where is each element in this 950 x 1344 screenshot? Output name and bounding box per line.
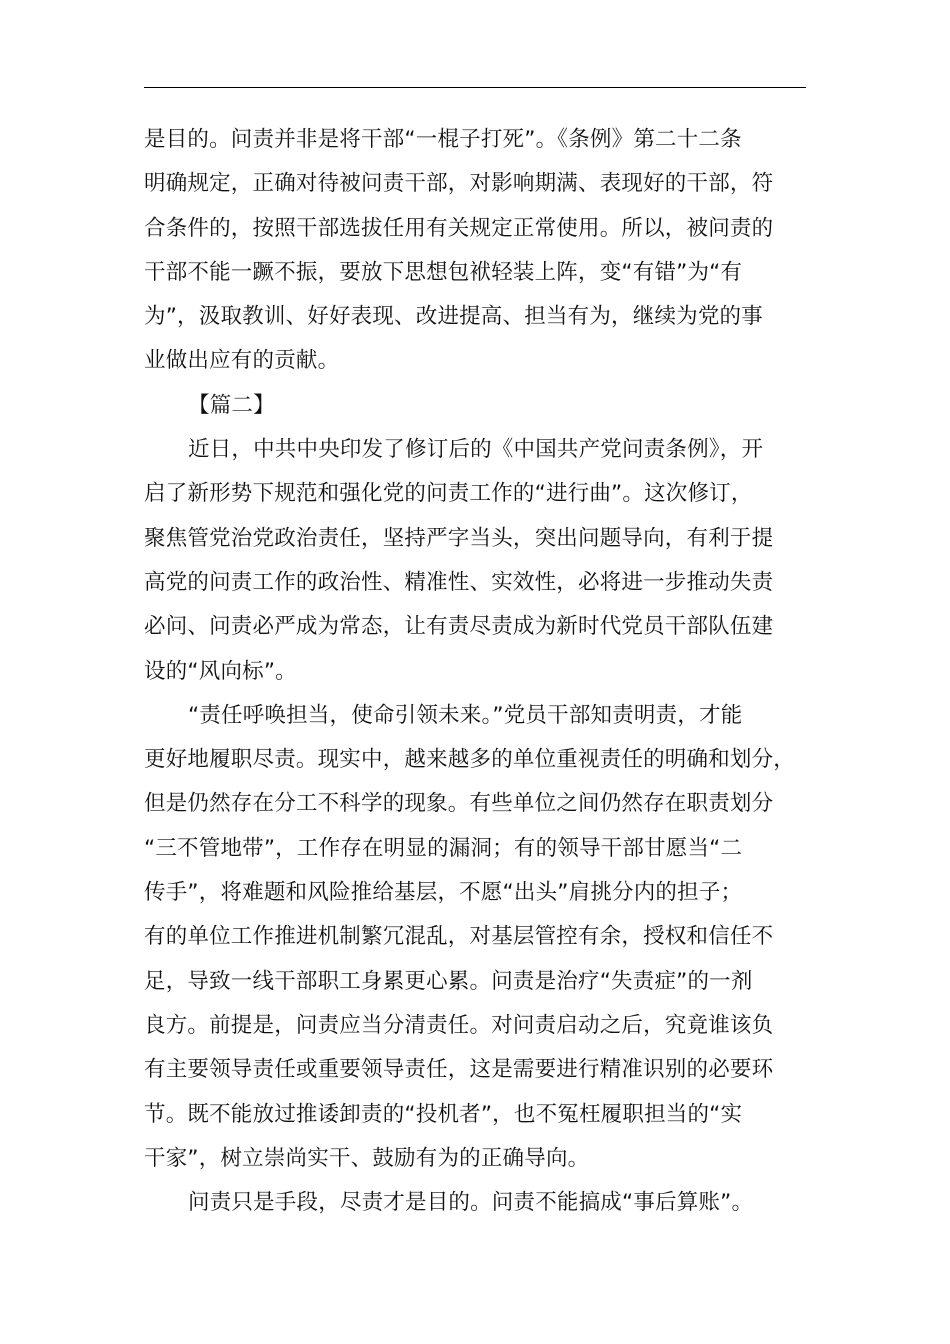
text-line: “三不管地带”，工作存在明显的漏洞；有的领导干部甘愿当“二 [144, 835, 743, 861]
text-line: 传手”，将难题和风险推给基层，不愿“出头”肩挑分内的担子； [144, 880, 743, 906]
text-line: 启了新形势下规范和强化党的问责工作的“进行曲”。这次修订， [144, 481, 753, 507]
text-line: 近日，中共中央印发了修订后的《中国共产党问责条例》，开 [188, 437, 764, 463]
text-line: 有的单位工作推进机制繁冗混乱，对基层管控有余，授权和信任不 [144, 924, 774, 950]
text-line: 但是仍然存在分工不科学的现象。有些单位之间仍然存在职责划分 [144, 791, 774, 817]
text-line: 聚焦管党治党政治责任，坚持严字当头，突出问题导向，有利于提 [144, 525, 774, 551]
text-line: 高党的问责工作的政治性、精准性、实效性，必将进一步推动失责 [144, 569, 774, 595]
text-line: “责任呼唤担当，使命引领未来。”党员干部知责明责，才能 [188, 702, 743, 728]
text-line: 明确规定，正确对待被问责干部，对影响期满、表现好的干部，符 [144, 171, 774, 197]
header-rule [144, 87, 806, 88]
text-line: 必问、问责必严成为常态，让有责尽责成为新时代党员干部队伍建 [144, 614, 774, 640]
text-line: 为”，汲取教训、好好表现、改进提高、担当有为，继续为党的事 [144, 304, 763, 330]
text-line: 设的“风向标”。 [144, 658, 297, 684]
text-line: 节。既不能放过推诿卸责的“投机者”，也不冤枉履职担当的“实 [144, 1101, 743, 1127]
text-line: 【篇二】 [188, 392, 275, 418]
text-line: 合条件的，按照干部选拔任用有关规定正常使用。所以，被问责的 [144, 215, 774, 241]
text-line: 问责只是手段，尽责才是目的。问责不能搞成“事后算账”。 [188, 1190, 754, 1216]
text-line: 是目的。问责并非是将干部“一棍子打死”。《条例》第二十二条 [144, 127, 742, 152]
text-line: 足，导致一线干部职工身累更心累。问责是治疗“失责症”的一剂 [144, 968, 753, 994]
text-line: 良方。前提是，问责应当分清责任。对问责启动之后，究竟谁该负 [144, 1012, 774, 1038]
text-line: 业做出应有的贡献。 [144, 348, 340, 374]
text-line: 更好地履职尽责。现实中，越来越多的单位重视责任的明确和划分， [144, 747, 796, 773]
text-line: 干部不能一蹶不振，要放下思想包袱轻装上阵，变“有错”为“有 [144, 259, 743, 285]
document-body [144, 118, 806, 1225]
text-line: 有主要领导责任或重要领导责任，这是需要进行精准识别的必要环 [144, 1057, 774, 1083]
text-line: 干家”，树立崇尚实干、鼓励有为的正确导向。 [144, 1145, 590, 1171]
